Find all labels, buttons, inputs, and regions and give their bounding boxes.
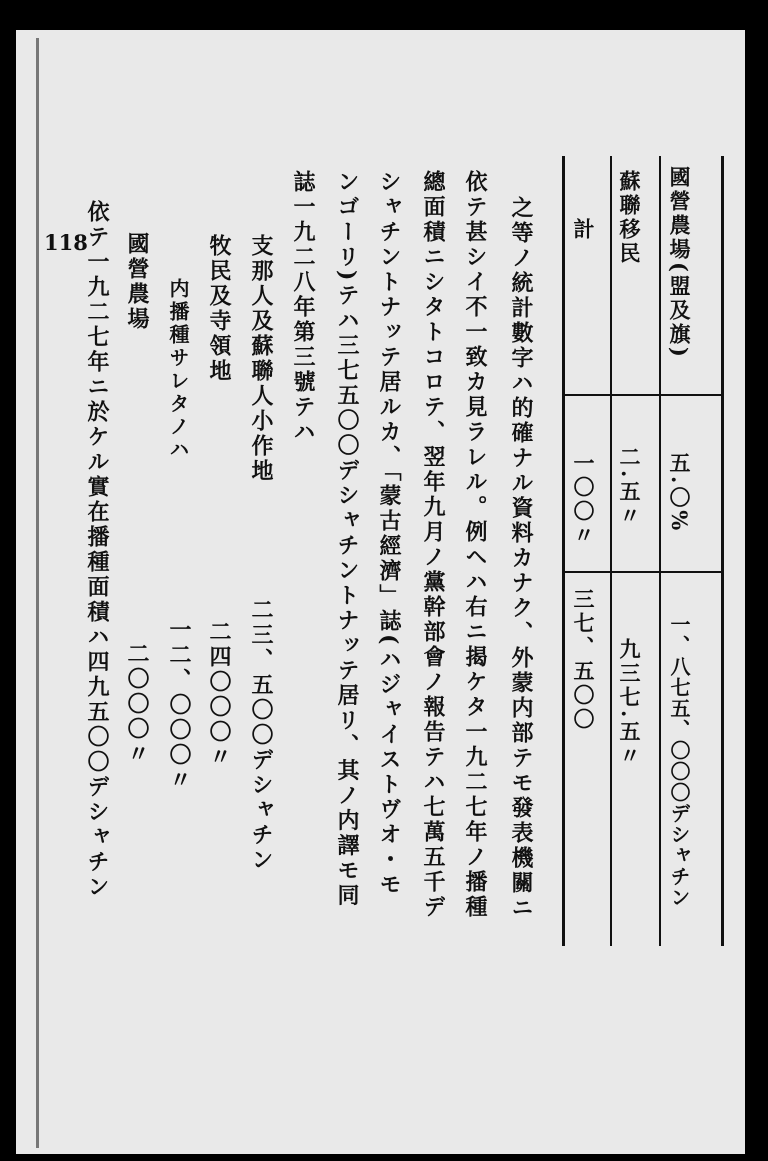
list-item-label: 國營農場 (124, 232, 150, 332)
table-row-divider (565, 394, 721, 396)
table-cell-percent: 二.五〃 (617, 446, 642, 529)
table-cell-amount: 一、八七五、〇〇〇デシャチン (667, 614, 691, 908)
page-number: 118 (44, 230, 88, 255)
table-cell-label: 計 (571, 218, 596, 242)
body-line: 依テ一九二七年ニ於ケル實在播種面積ハ四九五〇〇デシャチン (84, 200, 110, 900)
list-item-value: 一二、〇〇〇〃 (166, 618, 192, 793)
table-cell-amount: 三七、五〇〇 (571, 588, 596, 732)
table-column-divider (610, 156, 612, 946)
document-page (16, 30, 754, 1154)
table-cell-percent: 一〇〇〃 (571, 452, 596, 548)
body-line: シャチントナッテ居ルカ、「蒙古經濟」誌(ハジャイストヴオ・モ (376, 170, 402, 898)
table-cell-label: 國營農場(盟及旗) (667, 166, 692, 360)
table-cell-percent: 五.〇% (667, 452, 692, 534)
list-item-value: 二〇〇〇〃 (124, 642, 150, 767)
table-row-divider (565, 571, 721, 573)
body-line: ンゴーリ)テハ三七五〇〇デシャチントナッテ居リ、其ノ内譯モ同 (334, 170, 360, 909)
table-column-divider (659, 156, 661, 946)
statistics-table (562, 156, 724, 946)
page-binding-shadow (36, 38, 39, 1148)
list-item-value: 二三、五〇〇デシャチン (248, 598, 274, 873)
list-item-label: 牧民及寺領地 (206, 234, 232, 384)
list-item-label: 内播種サレタノハ (166, 278, 190, 462)
list-item-value: 二四〇〇〇〃 (206, 620, 232, 770)
table-cell-label: 蘇聯移民 (617, 170, 642, 266)
body-line: 之等ノ統計數字ハ的確ナル資料カナク、外蒙内部テモ發表機關ニ (508, 196, 534, 921)
list-item-label: 支那人及蘇聯人小作地 (248, 234, 274, 484)
page-right-edge (745, 30, 754, 1154)
body-line: 依テ甚シイ不一致カ見ラレル。例ヘハ右ニ揭ケタ一九二七年ノ播種 (462, 170, 488, 920)
table-cell-amount: 九三七.五〃 (617, 638, 642, 769)
body-line: 總面積ニシタトコロテ、翌年九月ノ黨幹部會ノ報告テハ七萬五千デ (420, 170, 446, 920)
body-line: 誌一九二八年第三號テハ (290, 170, 316, 445)
